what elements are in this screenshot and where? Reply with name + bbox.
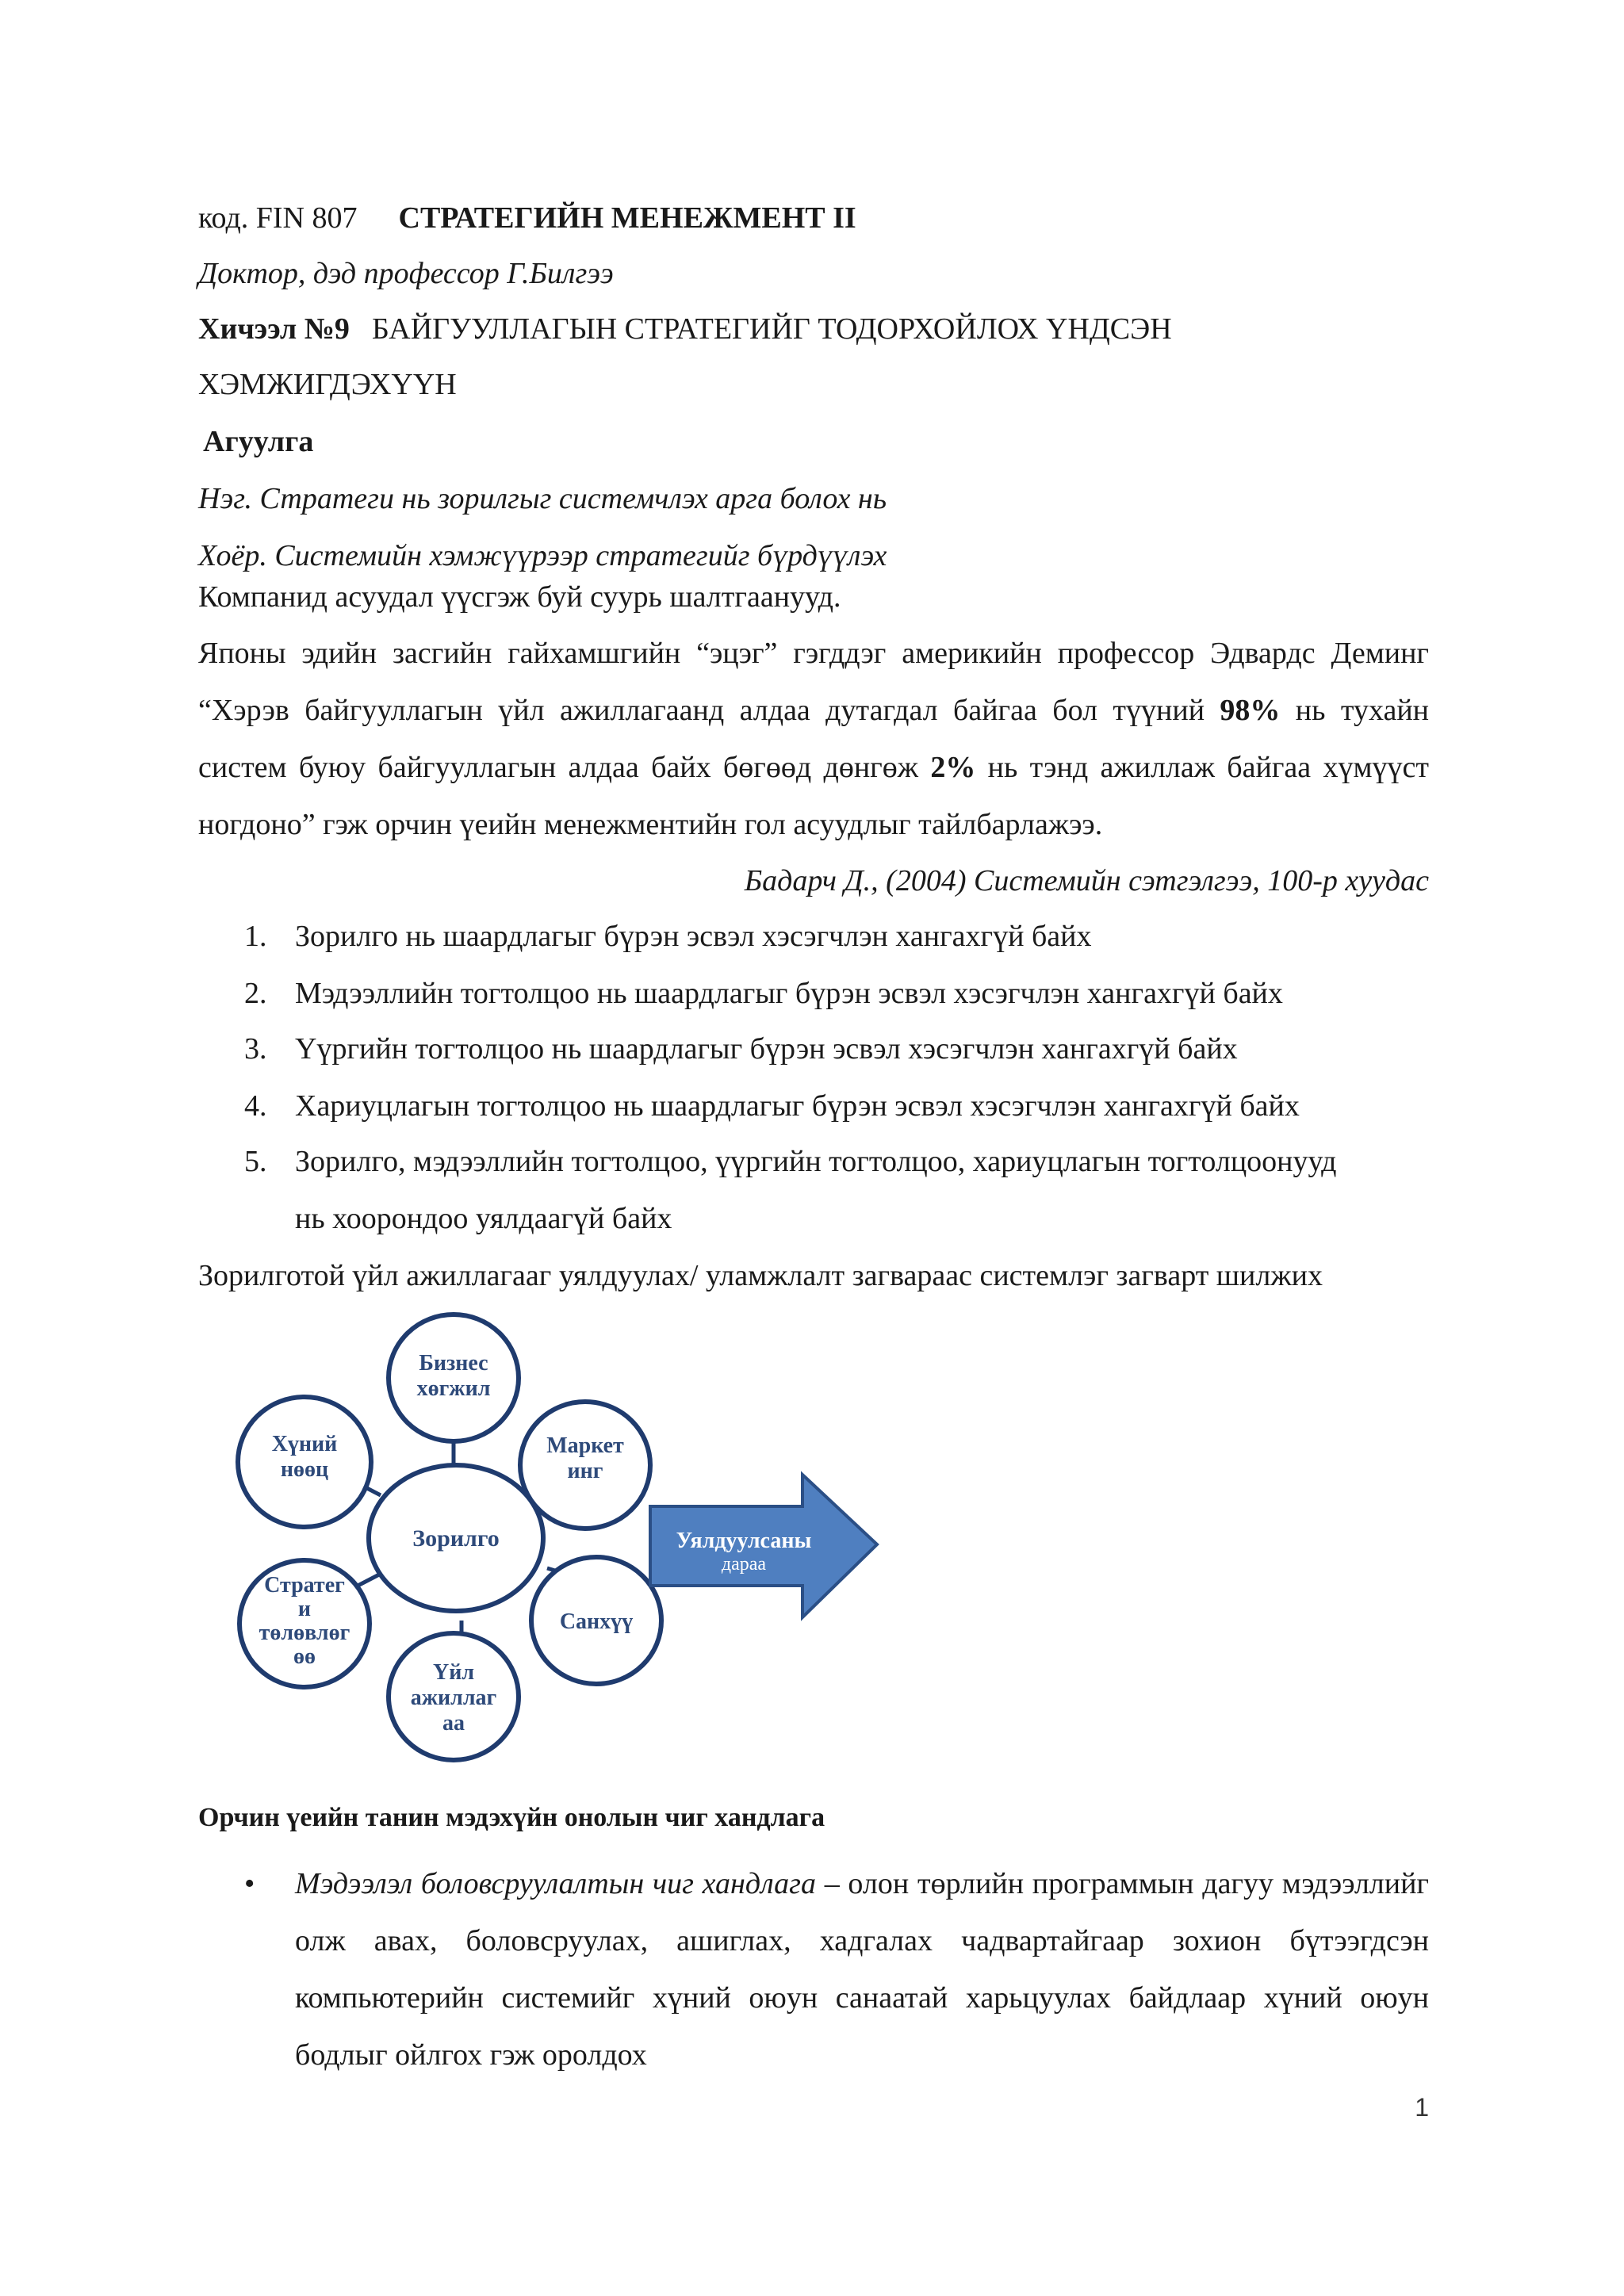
list-item: Зорилго, мэдээллийн тогтолцоо, үүргийн тогтолцоо, хариуцлагын тогтолцоонууд xyxy=(295,1145,1337,1178)
node-label: Бизнес xyxy=(419,1351,488,1376)
section-heading: Орчин үеийн танин мэдэхүйн онолын чиг хандлага xyxy=(198,1803,825,1832)
list-item-number: 2. xyxy=(244,977,267,1010)
citation: Бадарч Д., (2004) Системийн сэтгэлгээ, 100-р хуудас xyxy=(744,864,1429,897)
bullet-description: – олон төрлийн программын дагуу мэдээллийг олж авах, боловсруулах, ашиглах, хадгалах чадвартайгаар зохион бүтээгдсэн компьютерийн системийг хүний оюун санаатай харьцуулах байдлаар хүний оюун бодлыг ойлгох гэж оролдох xyxy=(295,1867,1429,2072)
paragraph-part-c: нь тухайн систем буюу байгууллагын алдаа байх бөгөөд дөнгөж xyxy=(198,694,1429,784)
contents-item-1: Нэг. Стратеги нь зорилгыг системчлэх арга болох нь xyxy=(198,482,887,515)
page-number: 1 xyxy=(1415,2093,1429,2122)
node-label: Зорилго xyxy=(412,1525,500,1552)
contents-item-2: Хоёр. Системийн хэмжүүрээр стратегийг бүрдүүлэх xyxy=(198,539,887,572)
list-item: Мэдээллийн тогтолцоо нь шаардлагыг бүрэн эсвэл хэсэгчлэн хангахгүй байх xyxy=(295,977,1283,1010)
node-label: Стратег xyxy=(264,1573,345,1598)
node-label: Маркет xyxy=(546,1433,624,1458)
list-item-number: 1. xyxy=(244,920,267,953)
lesson-title-line1: БАЙГУУЛЛАГЫН СТРАТЕГИЙГ ТОДОРХОЙЛОХ ҮНДСЭН xyxy=(371,312,1172,346)
list-item: Хариуцлагын тогтолцоо нь шаардлагыг бүрэн эсвэл хэсэгчлэн хангахгүй байх xyxy=(295,1089,1300,1123)
contents-heading: Агуулга xyxy=(203,425,314,458)
node-label: и xyxy=(297,1597,312,1621)
arrow-label: дараа xyxy=(721,1554,767,1575)
node-label: өө xyxy=(293,1644,316,1669)
node-label: аа xyxy=(442,1711,465,1735)
lesson-title-line2: ХЭМЖИГДЭХҮҮН xyxy=(198,368,457,401)
node-label: хөгжил xyxy=(416,1376,491,1401)
author-line: Доктор, дэд профессор Г.Билгээ xyxy=(198,257,614,290)
list-item-number: 3. xyxy=(244,1032,267,1066)
list-item-number: 5. xyxy=(244,1145,267,1178)
node-label: төлөвлөг xyxy=(259,1621,350,1645)
paragraph-part-d: нь тэнд ажиллаж байгаа хүмүүст ногдоно” гэж орчин үеийн менежментийн гол асуудлыг тайлбарлажээ. xyxy=(198,751,1429,841)
node-label: Санхүү xyxy=(559,1609,634,1634)
list-item-number: 4. xyxy=(244,1089,267,1123)
node-label: Хүний xyxy=(271,1432,338,1456)
intro-text: Компанид асуудал үүсгэж буй суурь шалтгаанууд. xyxy=(198,580,841,614)
list-item: Зорилго нь шаардлагыг бүрэн эсвэл хэсэгчлэн хангахгүй байх xyxy=(295,920,1092,953)
list-item-continuation: нь хоорондоо уялдаагүй байх xyxy=(295,1202,672,1235)
course-code: код. FIN 807 xyxy=(198,201,358,235)
paragraph-part-a: Японы эдийн засгийн гайхамшгийн “эцэг” гэгддэг америкийн профессор Эдвардс Деминг “Хэрэв байгууллагын үйл ажиллагаанд алдаа дутагдал байгаа бол түүний xyxy=(198,637,1429,727)
bullet-paragraph xyxy=(295,1855,1429,2084)
arrow-label: Уялдуулсаны xyxy=(676,1529,812,1553)
highlight-2: 2% xyxy=(930,751,976,784)
course-title: СТРАТЕГИЙН МЕНЕЖМЕНТ II xyxy=(398,201,856,235)
bullet-symbol: • xyxy=(244,1867,255,1900)
highlight-98: 98% xyxy=(1220,694,1281,727)
list-item: Үүргийн тогтолцоо нь шаардлагыг бүрэн эсвэл хэсэгчлэн хангахгүй байх xyxy=(295,1032,1238,1066)
transition-text: Зорилготой үйл ажиллагааг уялдуулах/ уламжлалт загвараас системлэг загварт шилжих xyxy=(198,1259,1323,1292)
node-label: ажиллаг xyxy=(410,1686,497,1710)
lesson-label: Хичээл №9 xyxy=(198,312,350,346)
bullet-term: Мэдээлэл боловсруулалтын чиг хандлага xyxy=(295,1867,816,1900)
node-label: нөөц xyxy=(280,1457,329,1482)
node-label: Үйл xyxy=(432,1660,475,1685)
node-label: инг xyxy=(567,1459,603,1483)
